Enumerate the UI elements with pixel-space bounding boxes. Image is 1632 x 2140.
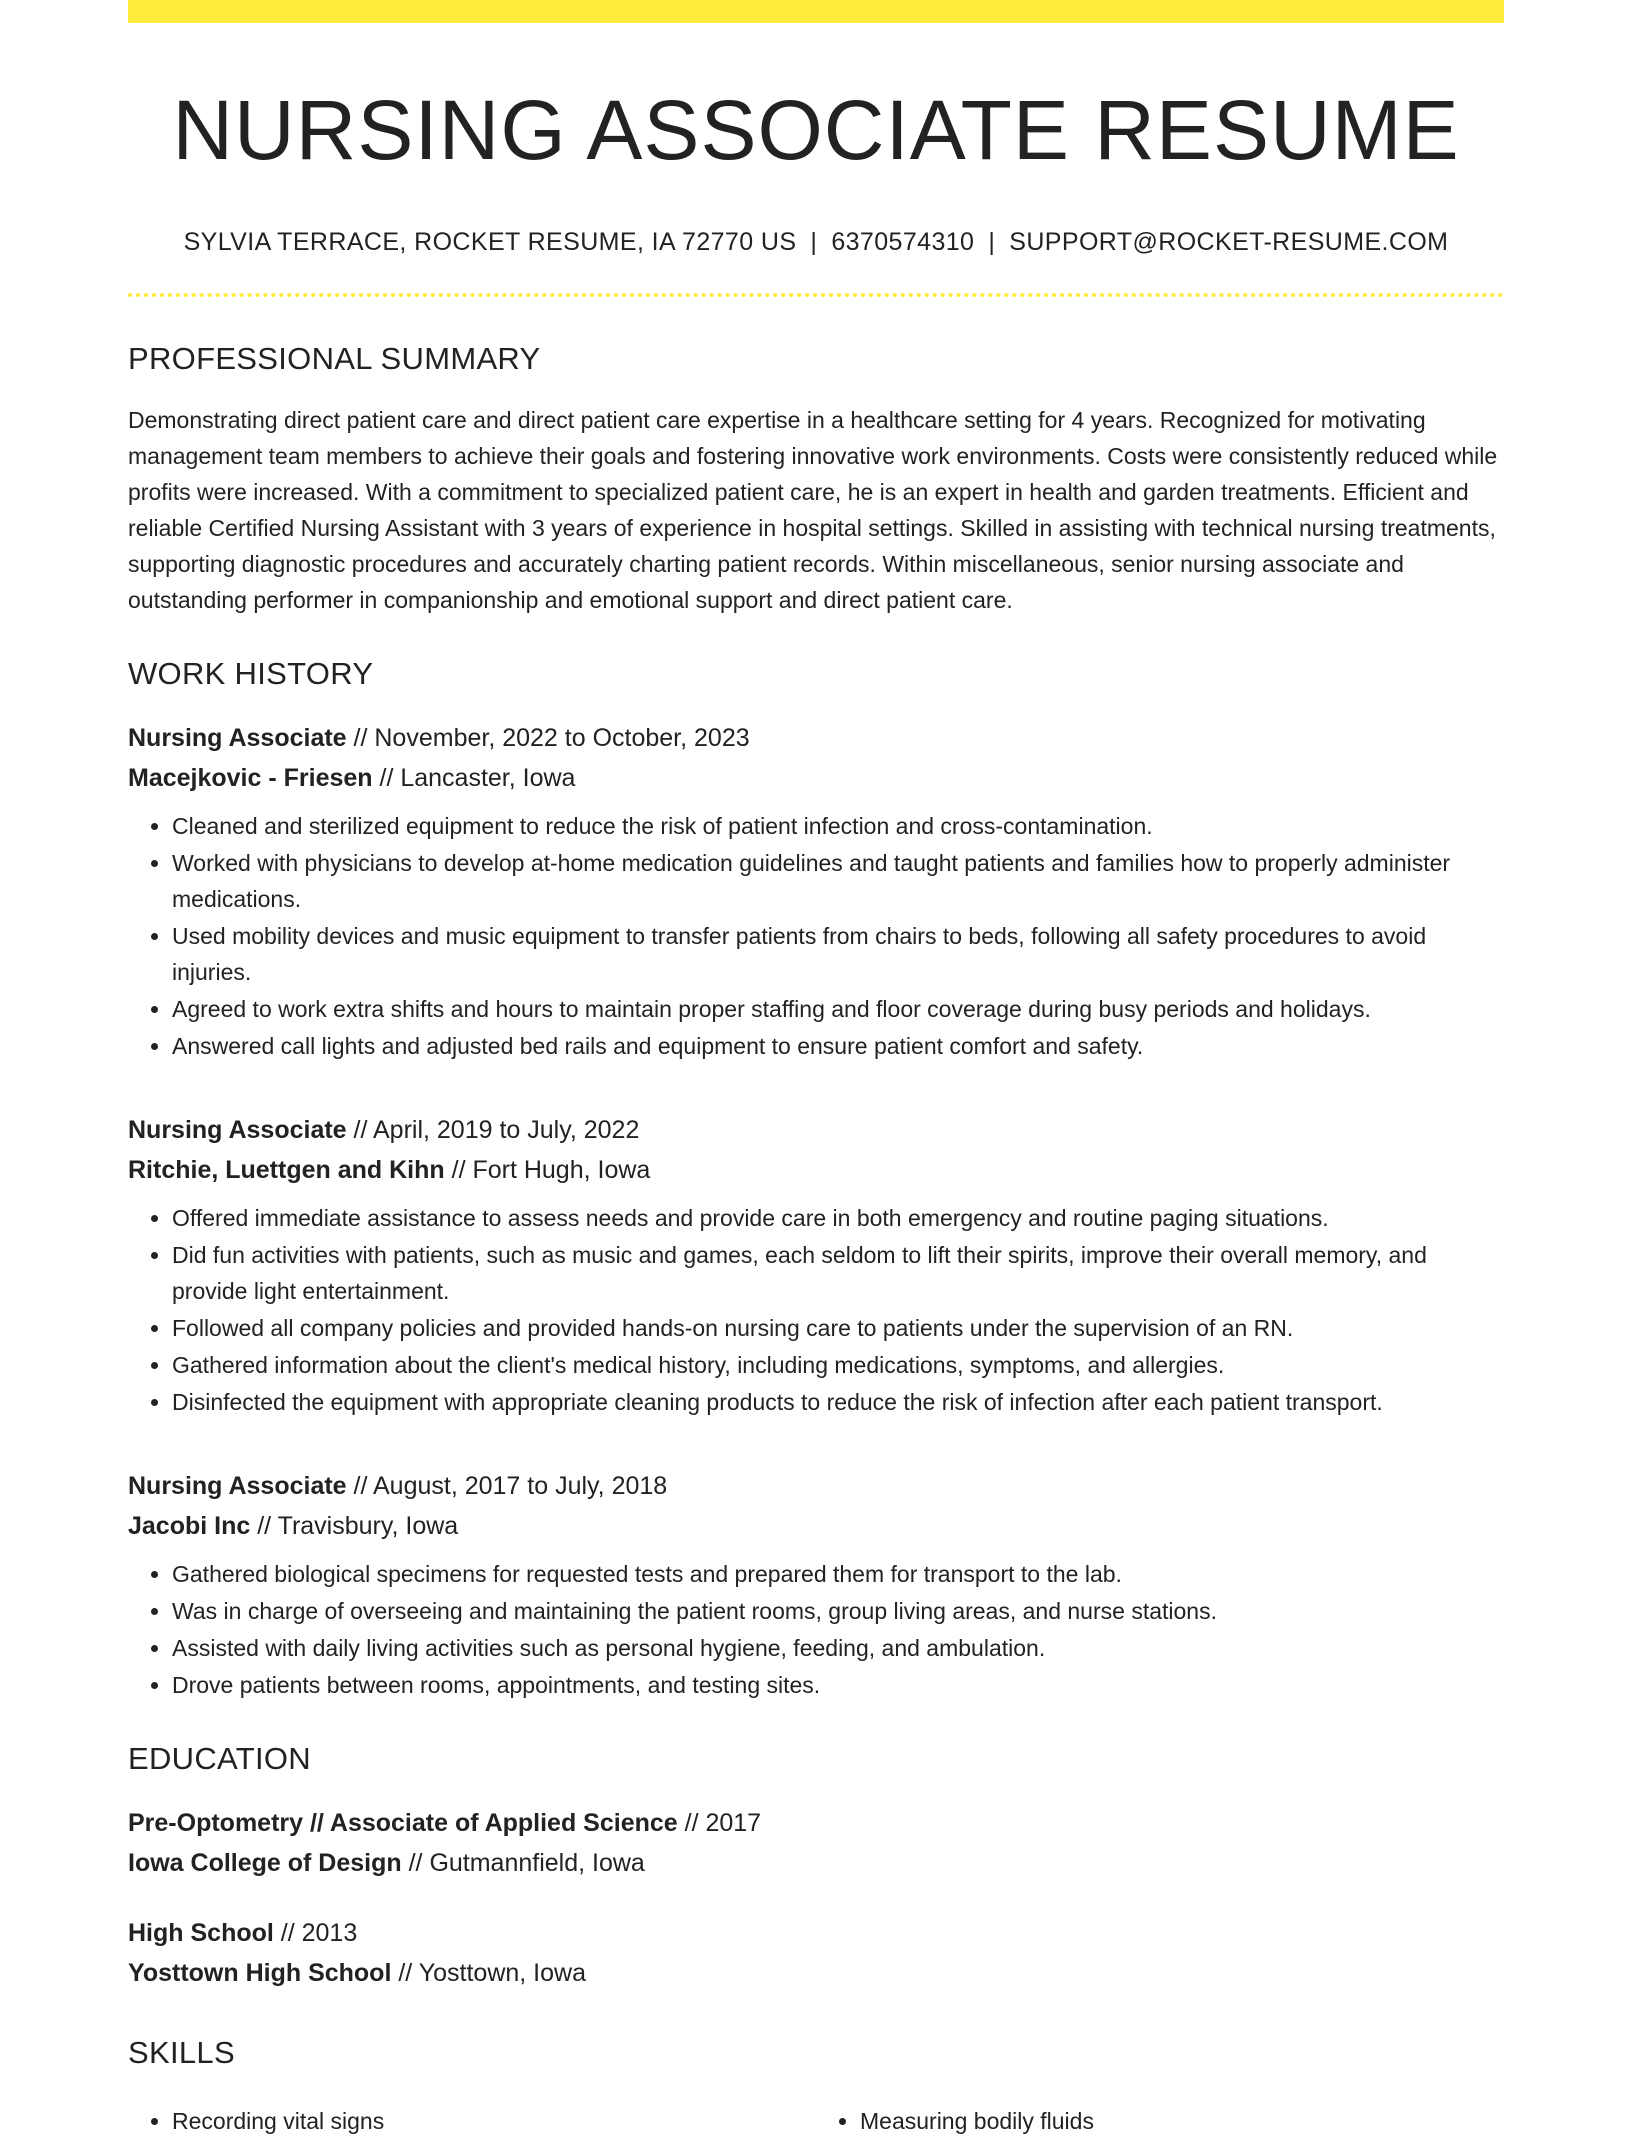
summary-heading: PROFESSIONAL SUMMARY — [128, 341, 541, 377]
education-heading: EDUCATION — [128, 1741, 311, 1777]
skills-list-left — [128, 2103, 816, 2140]
job-dates: // April, 2019 to July, 2022 — [346, 1116, 640, 1145]
summary-text: Demonstrating direct patient care and direct patient care expertise in a healthcare setting for 4 years. Recognized for motivating management team members to achieve their goals and fostering innovative work environments. Costs were consistently reduced while profits were increased. With a commitment to specialized patient care, he is an expert in health and garden treatments. Efficient and reliable Certified Nursing Assistant with 3 years of experience in hospital settings. Skilled in assisting with technical nursing treatments, supporting diagnostic procedures and accurately charting patient records. Within miscellaneous, senior nursing associate and outstanding performer in companionship and emotional support and direct patient care. — [128, 407, 1498, 614]
job-bullet: • Answered call lights and adjusted bed rails and equipment to ensure patient comfort and safety. — [172, 1028, 1504, 1064]
job-company-line — [128, 1506, 1504, 1546]
job-bullet: • Gathered information about the client's medical history, including medications, symptoms, and allergies. — [172, 1347, 1504, 1383]
job-bullet-list — [128, 1200, 1504, 1420]
skills-section — [128, 2035, 1504, 2140]
education-degree-line — [128, 1913, 1504, 1953]
job-company: Jacobi Inc — [128, 1512, 251, 1541]
education-section — [128, 1741, 1504, 1993]
work-history-section — [128, 656, 1504, 1703]
job-entry — [128, 1466, 1504, 1703]
job-bullet: • Cleaned and sterilized equipment to reduce the risk of patient infection and cross-contamination. — [172, 808, 1504, 844]
job-company-line — [128, 1150, 1504, 1190]
job-dates: // November, 2022 to October, 2023 — [346, 724, 750, 753]
skill-item: • Measuring bodily fluids — [860, 2103, 1504, 2139]
job-title: Nursing Associate — [128, 724, 347, 753]
education-school: Iowa College of Design — [128, 1849, 402, 1878]
summary-section — [128, 341, 1504, 618]
job-title-line — [128, 1466, 1504, 1506]
skills-heading: SKILLS — [128, 2035, 235, 2071]
education-school-line — [128, 1953, 1504, 1993]
job-bullet: • Used mobility devices and music equipment to transfer patients from chairs to beds, following all safety procedures to avoid injuries. — [172, 918, 1504, 990]
skills-grid — [128, 2089, 1504, 2140]
job-bullet-list — [128, 1556, 1504, 1703]
education-location: // Yosttown, Iowa — [391, 1959, 586, 1988]
contact-line — [128, 228, 1504, 257]
contact-address: SYLVIA TERRACE, ROCKET RESUME, IA 72770 US — [183, 228, 797, 257]
job-bullet: • Worked with physicians to develop at-home medication guidelines and taught patients and families how to properly administer medications. — [172, 845, 1504, 917]
education-degree: Pre-Optometry // Associate of Applied Science — [128, 1809, 678, 1838]
job-title: Nursing Associate — [128, 1116, 347, 1145]
job-bullet: • Disinfected the equipment with appropriate cleaning products to reduce the risk of infection after each patient transport. — [172, 1384, 1504, 1420]
job-location: // Fort Hugh, Iowa — [444, 1156, 651, 1185]
job-company: Ritchie, Luettgen and Kihn — [128, 1156, 445, 1185]
dotted-divider — [128, 293, 1504, 297]
education-degree-line — [128, 1803, 1504, 1843]
job-location: // Travisbury, Iowa — [250, 1512, 459, 1541]
job-company-line — [128, 758, 1504, 798]
education-entry — [128, 1803, 1504, 1883]
job-title-line — [128, 1110, 1504, 1150]
job-bullet: • Was in charge of overseeing and maintaining the patient rooms, group living areas, and nurse stations. — [172, 1593, 1504, 1629]
education-year: // 2013 — [273, 1919, 358, 1948]
education-degree: High School — [128, 1919, 274, 1948]
job-dates: // August, 2017 to July, 2018 — [346, 1472, 668, 1501]
page-title: NURSING ASSOCIATE RESUME — [172, 83, 1460, 177]
education-school: Yosttown High School — [128, 1959, 392, 1988]
job-bullet: • Gathered biological specimens for requested tests and prepared them for transport to the lab. — [172, 1556, 1504, 1592]
education-school-line — [128, 1843, 1504, 1883]
skill-item: • Recording vital signs — [172, 2103, 816, 2139]
accent-top-bar — [128, 0, 1504, 23]
job-location: // Lancaster, Iowa — [372, 764, 576, 793]
resume-content — [128, 0, 1504, 2140]
work-history-heading: WORK HISTORY — [128, 656, 374, 692]
job-entry — [128, 718, 1504, 1064]
contact-phone: 6370574310 — [831, 228, 975, 257]
job-bullet: • Agreed to work extra shifts and hours to maintain proper staffing and floor coverage during busy periods and holidays. — [172, 991, 1504, 1027]
job-bullet: • Did fun activities with patients, such as music and games, each seldom to lift their spirits, improve their overall memory, and provide light entertainment. — [172, 1237, 1504, 1309]
education-entry — [128, 1913, 1504, 1993]
skills-list-right — [816, 2103, 1504, 2140]
job-bullet: • Offered immediate assistance to assess needs and provide care in both emergency and routine paging situations. — [172, 1200, 1504, 1236]
job-title: Nursing Associate — [128, 1472, 347, 1501]
contact-email: SUPPORT@ROCKET-RESUME.COM — [1009, 228, 1449, 257]
job-bullet: • Drove patients between rooms, appointments, and testing sites. — [172, 1667, 1504, 1703]
contact-separator: | — [988, 228, 996, 257]
job-company: Macejkovic - Friesen — [128, 764, 373, 793]
job-bullet: • Followed all company policies and provided hands-on nursing care to patients under the supervision of an RN. — [172, 1310, 1504, 1346]
education-location: // Gutmannfield, Iowa — [401, 1849, 645, 1878]
contact-separator: | — [810, 228, 818, 257]
education-year: // 2017 — [677, 1809, 762, 1838]
job-title-line — [128, 718, 1504, 758]
job-bullet-list — [128, 808, 1504, 1064]
job-entry — [128, 1110, 1504, 1420]
job-bullet: • Assisted with daily living activities such as personal hygiene, feeding, and ambulation. — [172, 1630, 1504, 1666]
